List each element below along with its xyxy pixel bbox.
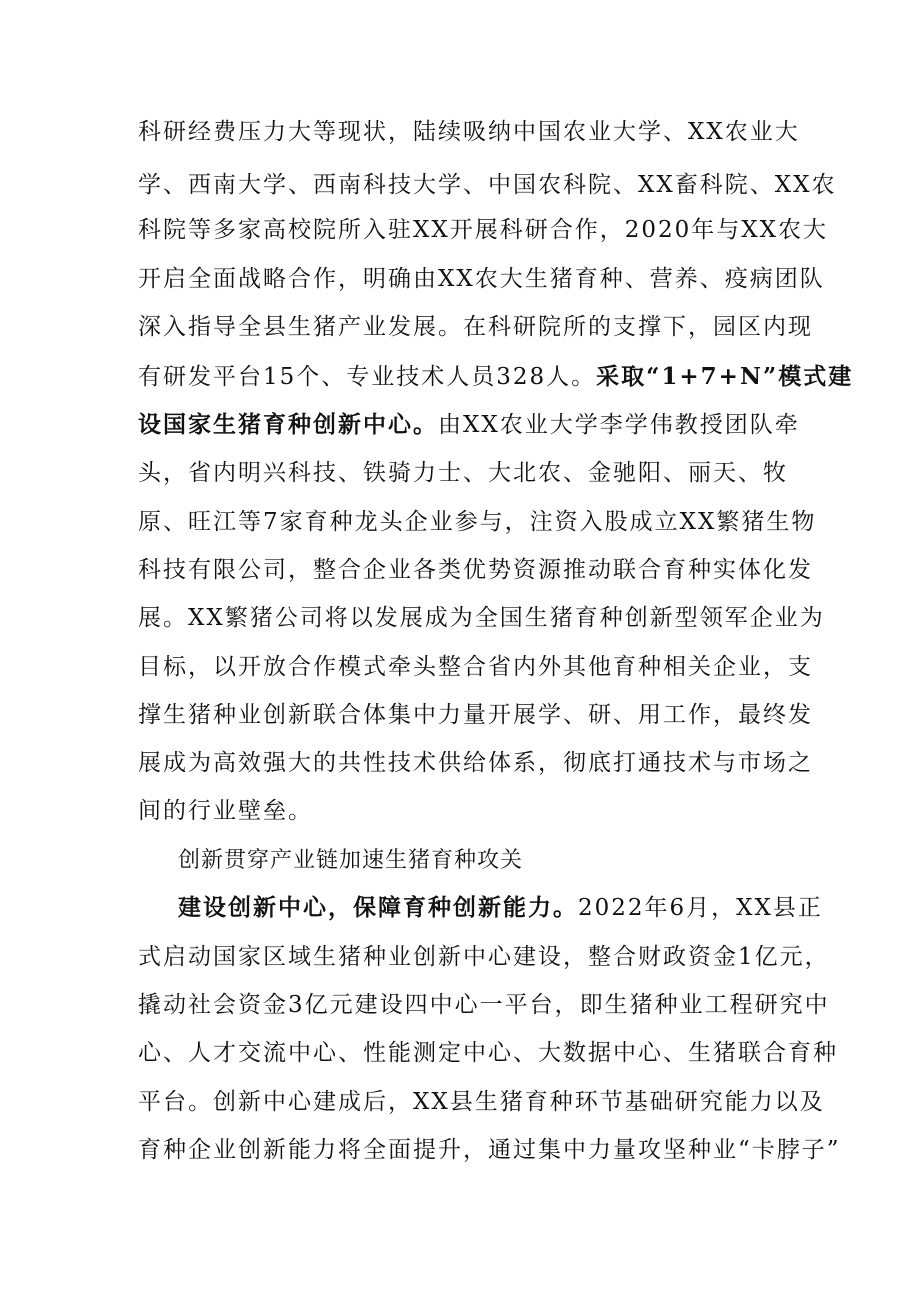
paragraph-line: 开启全面战略合作，明确由XX农大生猪育种、营养、疫病团队 xyxy=(138,266,825,292)
paragraph-line: 撬动社会资金3亿元建设四中心一平台，即生猪种业工程研究中 xyxy=(138,992,830,1018)
paragraph-line: 目标，以开放合作模式牵头整合省内外其他育种相关企业，支 xyxy=(138,654,813,680)
paragraph-line xyxy=(138,362,853,392)
paragraph-line: 平台。创新中心建成后，XX县生猪育种环节基础研究能力以及 xyxy=(138,1089,825,1115)
line-text: 2022年6月，XX县正 xyxy=(578,895,823,921)
paragraph-line xyxy=(138,410,800,440)
paragraph-line: 头，省内明兴科技、铁骑力士、大北农、金驰阳、丽天、牧 xyxy=(138,460,788,486)
paragraph-line: 撑生猪种业创新联合体集中力量开展学、研、用工作，最终发 xyxy=(138,702,813,728)
paragraph-line xyxy=(178,893,823,923)
paragraph-line: 间的行业壁垒。 xyxy=(138,798,313,824)
paragraph-line: 展。XX繁猪公司将以发展成为全国生猪育种创新型领军企业为 xyxy=(138,605,825,631)
paragraph-line: 科研经费压力大等现状，陆续吸纳中国农业大学、XX农业大 xyxy=(138,119,800,145)
line-text: 有研发平台15个、专业技术人员328人。 xyxy=(138,364,597,390)
paragraph-line: 育种企业创新能力将全面提升，通过集中力量攻坚种业“卡脖子” xyxy=(138,1137,841,1163)
paragraph-line: 原、旺江等7家育种龙头企业参与，注资入股成立XX繁猪生物 xyxy=(138,509,817,535)
bold-phrase: 建设创新中心，保障育种创新能力。 xyxy=(178,894,578,921)
paragraph-line: 式启动国家区域生猪种业创新中心建设，整合财政资金1亿元， xyxy=(138,944,830,970)
paragraph-line: 科院等多家高校院所入驻XX开展科研合作，2020年与XX农大 xyxy=(138,217,829,243)
paragraph-line: 展成为高效强大的共性技术供给体系，彻底打通技术与市场之 xyxy=(138,750,813,776)
section-heading: 创新贯穿产业链加速生猪育种攻关 xyxy=(178,848,524,873)
paragraph-line: 科技有限公司，整合企业各类优势资源推动联合育种实体化发 xyxy=(138,557,813,583)
paragraph-line: 深入指导全县生猪产业发展。在科研院所的支撑下，园区内现 xyxy=(138,314,813,340)
bold-phrase: 采取“1+7+N”模式建 xyxy=(596,363,854,390)
paragraph-line: 学、西南大学、西南科技大学、中国农科院、XX畜科院、XX农 xyxy=(138,172,837,198)
paragraph-line: 心、人才交流中心、性能测定中心、大数据中心、生猪联合育种 xyxy=(138,1040,838,1066)
line-text: 由XX农业大学李学伟教授团队牵 xyxy=(438,412,800,438)
bold-phrase: 设国家生猪育种创新中心。 xyxy=(138,411,438,438)
